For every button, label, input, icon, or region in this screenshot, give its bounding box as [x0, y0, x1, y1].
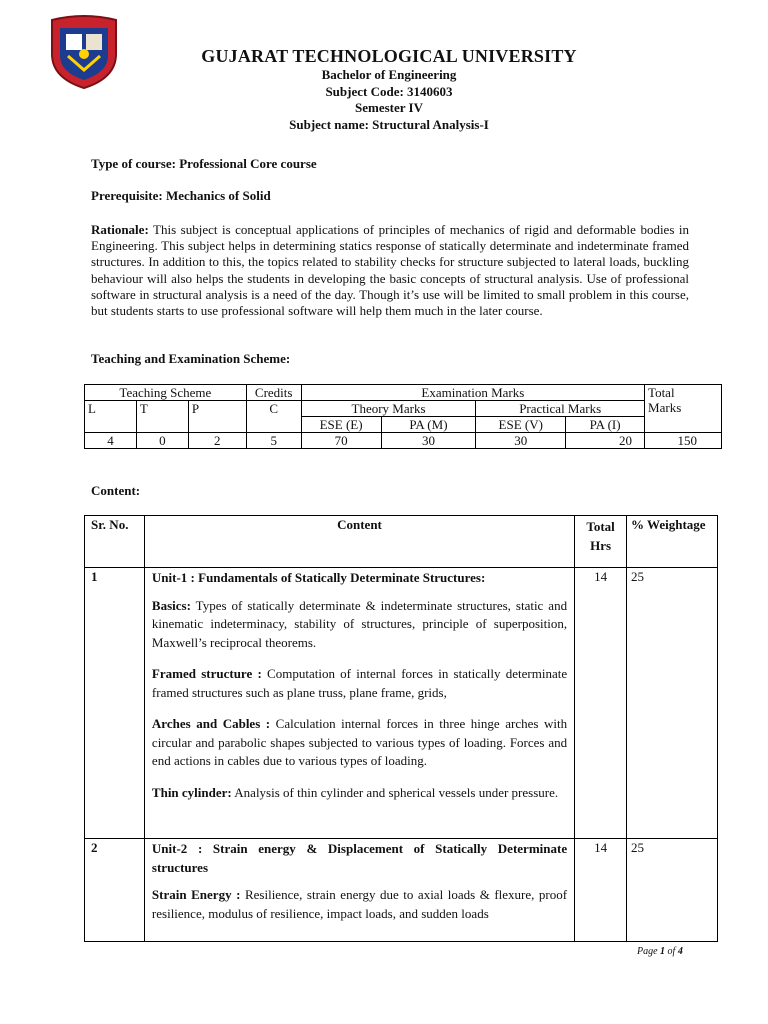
- unit-1-title: Unit-1 : Fundamentals of Statically Determinate Structures:: [151, 570, 486, 585]
- page-label: Page: [637, 946, 661, 957]
- item-label: Basics:: [151, 597, 191, 613]
- scheme-heading: Teaching and Examination Scheme:: [91, 351, 291, 366]
- theory-marks-header: Theory Marks: [301, 401, 476, 417]
- weightage-header: % Weightage: [627, 516, 718, 568]
- practical-marks-header: Practical Marks: [476, 401, 645, 417]
- ese-e-value: 70: [301, 433, 381, 449]
- unit-2-weight: 25: [627, 839, 718, 942]
- program-name: Bachelor of Engineering: [321, 67, 457, 82]
- subject-code: Subject Code: 3140603: [325, 83, 453, 99]
- unit-1-item: [152, 715, 567, 771]
- sr-no-header: Sr. No.: [85, 516, 145, 568]
- rationale-label: Rationale:: [91, 222, 149, 237]
- unit-2-content: [144, 839, 574, 942]
- total-hrs-header: [575, 516, 627, 568]
- item-label: Thin cylinder:: [151, 784, 232, 800]
- item-label: Arches and Cables :: [151, 716, 271, 731]
- credit-value: 5: [246, 433, 301, 449]
- unit-1-content: [144, 568, 574, 839]
- unit-2-title: Unit-2 : Strain energy & Displacement of Statically Determinate structures: [151, 841, 568, 875]
- page-total: 4: [677, 946, 683, 957]
- marks-label: Marks: [648, 400, 682, 415]
- unit-1-hrs: 14: [575, 568, 627, 839]
- unit-1-sr: 1: [85, 568, 145, 839]
- unit-2-item: [152, 886, 567, 923]
- page-of: of: [665, 946, 678, 957]
- pa-m-value: 30: [381, 433, 476, 449]
- document-header: [0, 46, 768, 133]
- total-hrs-label-2: Hrs: [590, 538, 612, 553]
- practical-value: 2: [188, 433, 246, 449]
- content-header: Content: [144, 516, 574, 568]
- scheme-table: [84, 384, 722, 449]
- ese-e-header: ESE (E): [301, 417, 381, 433]
- content-table: [84, 515, 718, 942]
- rationale-text: This subject is conceptual applications of principles of mechanics of rigid and deformable bodies in Engineering. This subject helps in determining statics response of statically determinate and indeterminate framed structures. In addition to this, the topics related to stability checks for structure subjected to lateral loads, buckling behaviour will also helps the students in developing the basic concepts of structural analysis. Use of professional software in structural analysis is a need of the day. Though it’s use will be limited to small problem in this course, but students starts to use professional software will help them much in the later course.: [91, 222, 689, 319]
- unit-1-item: [152, 784, 567, 803]
- content-heading: Content:: [91, 483, 141, 498]
- unit-2-sr: 2: [85, 839, 145, 942]
- item-text: Resilience, strain energy due to axial loads & flexure, proof resilience, modulus of resilience, impact loads, and sudden loads: [151, 887, 568, 921]
- ese-v-value: 30: [476, 433, 566, 449]
- unit-2-hrs: 14: [575, 839, 627, 942]
- exam-marks-header: Examination Marks: [301, 385, 644, 401]
- total-marks-header: [645, 385, 722, 433]
- page-footer: [637, 946, 683, 957]
- tutorial-header: T: [136, 401, 188, 433]
- page-current: 1: [660, 946, 666, 957]
- item-text: Analysis of thin cylinder and spherical vessels under pressure.: [231, 784, 559, 800]
- subject-name: Subject name: Structural Analysis-I: [289, 116, 489, 132]
- item-label: Framed structure :: [151, 666, 262, 681]
- item-text: Types of statically determinate & indeterminate structures, static and kinematic indeterminacy, stability of structures, principle of superposition, Maxwell’s reciprocal theorems.: [151, 597, 568, 650]
- item-label: Strain Energy :: [151, 887, 241, 902]
- pa-i-value: 20: [566, 433, 645, 449]
- tutorial-value: 0: [136, 433, 188, 449]
- lecture-header: L: [85, 401, 137, 433]
- credits-header: Credits: [246, 385, 301, 401]
- total-value: 150: [645, 433, 722, 449]
- unit-1-item: [152, 597, 567, 653]
- practical-header: P: [188, 401, 246, 433]
- pa-i-header: PA (I): [566, 417, 645, 433]
- teaching-scheme-header: Teaching Scheme: [85, 385, 247, 401]
- unit-1-item: [152, 665, 567, 702]
- lecture-value: 4: [85, 433, 137, 449]
- type-of-course: Type of course: Professional Core course: [91, 156, 317, 171]
- total-label: Total: [648, 385, 675, 400]
- university-name: GUJARAT TECHNOLOGICAL UNIVERSITY: [201, 46, 577, 66]
- credit-c-header: C: [246, 401, 301, 433]
- item-text: Calculation internal forces in three hinge arches with circular and parabolic shapes subjected to various types of loading. Forces and end actions in cables due to various types of loading.: [151, 716, 568, 768]
- ese-v-header: ESE (V): [476, 417, 566, 433]
- prerequisite: Prerequisite: Mechanics of Solid: [91, 188, 271, 203]
- item-text: Computation of internal forces in statically determinate framed structures such as plane truss, plane frame, grids,: [151, 666, 568, 700]
- total-hrs-label-1: Total: [586, 519, 615, 534]
- semester: Semester IV: [355, 100, 423, 115]
- rationale-paragraph: [91, 222, 689, 319]
- unit-1-weight: 25: [627, 568, 718, 839]
- pa-m-header: PA (M): [381, 417, 476, 433]
